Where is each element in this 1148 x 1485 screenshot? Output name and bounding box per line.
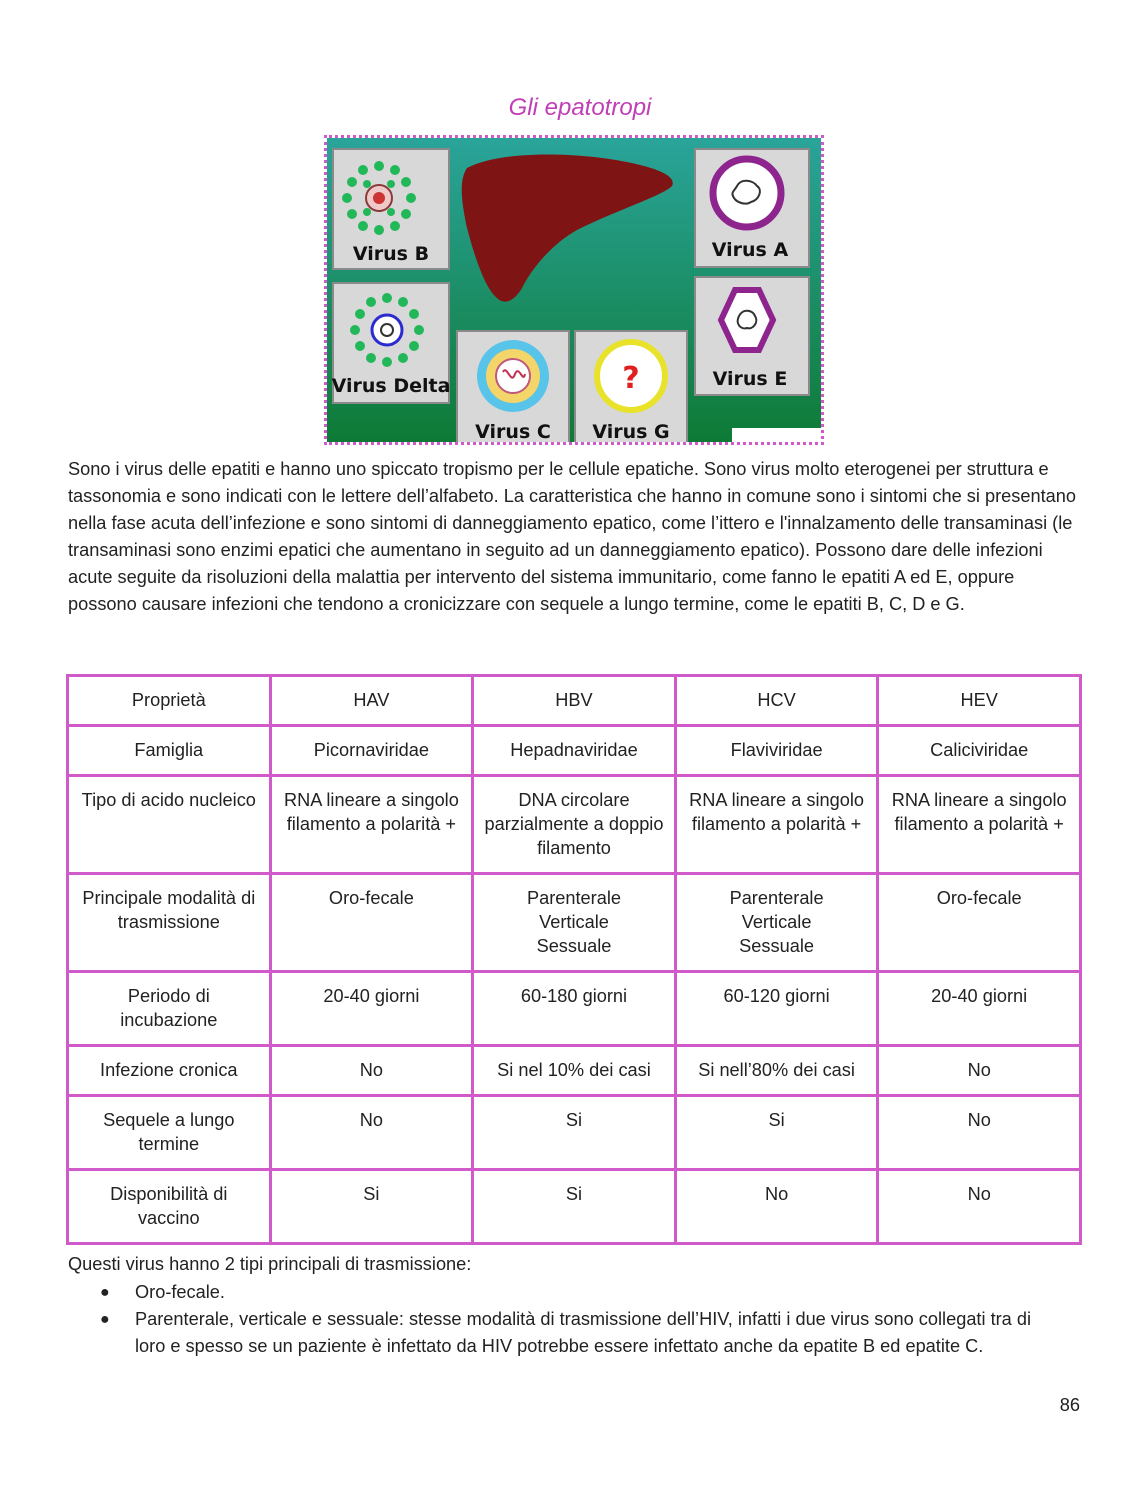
virus-g-card xyxy=(575,331,687,442)
table-cell: No xyxy=(878,1170,1081,1244)
table-cell: Oro-fecale xyxy=(270,874,473,972)
virus-e-label: Virus E xyxy=(712,368,788,390)
table-cell: Caliciviridae xyxy=(878,726,1081,776)
intro-paragraph: Sono i virus delle epatiti e hanno uno spiccato tropismo per le cellule epatiche. Sono virus molto eterogenei per struttura e tassonomia e sono indicati con le lettere dell’alfabeto. La caratteristica che hanno in comune sono i sintomi che si presentano nella fase acuta dell’infezione e sono sintomi di danneggiamento epatico, come l’ittero e l'innalzamento delle transaminasi (le transaminasi sono enzimi epatici che aumentano in seguito ad un danneggiamento epatico). Possono dare delle infezioni acute seguite da risoluzioni della malattia per intervento del sistema immunitario, come fanno le epatiti A ed E, oppure possono causare infezioni che tendono a cronicizzare con sequele a lungo termine, come le epatiti B, C, D e G. xyxy=(68,459,1076,614)
virus-delta-card xyxy=(332,283,451,403)
table-cell: No xyxy=(270,1046,473,1096)
table-cell: Parenterale Verticale Sessuale xyxy=(473,874,676,972)
virus-delta-label: Virus Delta xyxy=(331,375,451,397)
list-item: ● Parenterale, verticale e sessuale: stesse modalità di trasmissione dell’HIV, infatti i due virus sono collegati tra di loro e spesso se un paziente è infettato da HIV potrebbe essere infettato anche da epatite B ed epatite C. xyxy=(68,1306,1058,1360)
virus-c-icon xyxy=(477,340,549,412)
virus-a-card xyxy=(695,149,809,267)
table-cell: No xyxy=(878,1096,1081,1170)
transmission-lead: Questi virus hanno 2 tipi principali di trasmissione: xyxy=(68,1254,472,1274)
property-label-cell: Proprietà xyxy=(68,676,271,726)
bullet-icon: ● xyxy=(100,1284,110,1301)
page-number: 86 xyxy=(1059,1395,1080,1415)
table-cell: HAV xyxy=(270,676,473,726)
table-row xyxy=(68,1046,1081,1096)
table-cell: No xyxy=(270,1096,473,1170)
property-label-cell: Principale modalità di trasmissione xyxy=(68,874,271,972)
virus-b-card xyxy=(333,149,449,269)
table-row xyxy=(68,1170,1081,1244)
virus-e-icon xyxy=(721,290,773,350)
table-cell: No xyxy=(878,1046,1081,1096)
table-cell: Flaviviridae xyxy=(675,726,878,776)
table-cell: Si xyxy=(675,1096,878,1170)
table-cell: RNA lineare a singolo filamento a polarità + xyxy=(878,776,1081,874)
table-cell: Si xyxy=(473,1096,676,1170)
virus-g-label: Virus G xyxy=(592,421,670,442)
table-cell: 20-40 giorni xyxy=(270,972,473,1046)
table-cell: Si xyxy=(270,1170,473,1244)
table-cell: No xyxy=(675,1170,878,1244)
virus-c-card xyxy=(457,331,569,442)
virus-c-label: Virus C xyxy=(475,421,551,442)
property-label-cell: Tipo di acido nucleico xyxy=(68,776,271,874)
hepatitis-properties-table xyxy=(66,674,1082,1245)
virus-a-icon xyxy=(713,159,781,227)
table-cell: 60-180 giorni xyxy=(473,972,676,1046)
property-label-cell: Famiglia xyxy=(68,726,271,776)
table-cell: Picornaviridae xyxy=(270,726,473,776)
table-row xyxy=(68,726,1081,776)
table-cell: HBV xyxy=(473,676,676,726)
table-cell: Si nell’80% dei casi xyxy=(675,1046,878,1096)
section-title: Gli epatotropi xyxy=(508,94,652,121)
virus-e-card xyxy=(695,277,809,395)
table-cell: HCV xyxy=(675,676,878,726)
table-cell: 20-40 giorni xyxy=(878,972,1081,1046)
property-label-cell: Sequele a lungo termine xyxy=(68,1096,271,1170)
table-cell: 60-120 giorni xyxy=(675,972,878,1046)
table-row xyxy=(68,874,1081,972)
table-cell: Si nel 10% dei casi xyxy=(473,1046,676,1096)
table-cell: HEV xyxy=(878,676,1081,726)
question-mark: ? xyxy=(622,361,640,396)
virus-a-label: Virus A xyxy=(711,239,789,261)
list-item: ● Oro-fecale. xyxy=(68,1279,1058,1306)
table-row xyxy=(68,1096,1081,1170)
property-label-cell: Periodo di incubazione xyxy=(68,972,271,1046)
bullet-icon: ● xyxy=(100,1311,110,1328)
table-cell: RNA lineare a singolo filamento a polarità + xyxy=(270,776,473,874)
table-cell: Oro-fecale xyxy=(878,874,1081,972)
table-row xyxy=(68,776,1081,874)
transmission-list xyxy=(68,1279,1058,1360)
figure-corner-patch xyxy=(732,428,821,442)
table-cell: RNA lineare a singolo filamento a polarità + xyxy=(675,776,878,874)
hepatotropic-viruses-figure xyxy=(324,135,824,445)
table-cell: Hepadnaviridae xyxy=(473,726,676,776)
property-label-cell: Disponibilità di vaccino xyxy=(68,1170,271,1244)
property-label-cell: Infezione cronica xyxy=(68,1046,271,1096)
table-header-row xyxy=(68,676,1081,726)
table-cell: Parenterale Verticale Sessuale xyxy=(675,874,878,972)
table-cell: Si xyxy=(473,1170,676,1244)
table-row xyxy=(68,972,1081,1046)
table-cell: DNA circolare parzialmente a doppio filamento xyxy=(473,776,676,874)
virus-b-label: Virus B xyxy=(352,243,430,265)
